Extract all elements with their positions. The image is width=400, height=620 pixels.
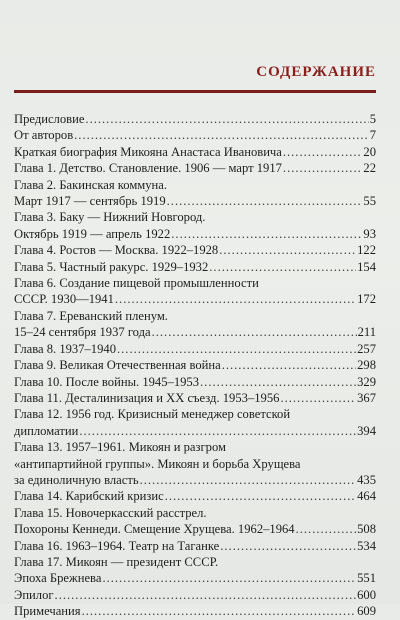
toc-page-number: 534 [357, 538, 376, 553]
toc-page-number: 609 [357, 604, 376, 619]
heading-rule [14, 90, 376, 93]
toc-entry-text: Глава 5. Частный ракурс. 1929–1932 [14, 259, 209, 274]
toc-entry-text: Глава 6. Создание пищевой промышленности [14, 276, 259, 291]
dot-leader [79, 423, 356, 439]
dot-leader [115, 291, 356, 307]
dot-leader [296, 521, 357, 537]
toc-page-number: 464 [357, 489, 376, 504]
toc-entry [14, 275, 376, 308]
toc-entry-text: Глава 11. Десталинизация и ХХ съезд. 1953–1956 [14, 390, 280, 405]
toc-entry [14, 505, 376, 538]
toc-entry-line [14, 538, 376, 554]
toc-list [14, 111, 376, 620]
toc-entry-line [14, 521, 376, 537]
toc-entry-text: Похороны Кеннеди. Смещение Хрущева. 1962–1964 [14, 522, 295, 537]
toc-entry-text: Глава 15. Новочеркасский расстрел. [14, 505, 207, 520]
toc-entry [14, 357, 376, 373]
toc-page-number: 154 [357, 259, 376, 274]
dot-leader [209, 259, 356, 275]
toc-entry-text: Глава 1. Детство. Становление. 1906 — март 1917 [14, 161, 282, 176]
toc-entry-text: за единоличную власть [14, 472, 139, 487]
toc-page-number: 211 [357, 325, 376, 340]
toc-page-number: 172 [357, 292, 376, 307]
toc-entry-text: «антипартийной группы». Микоян и борьба Хрущева [14, 456, 301, 471]
toc-heading: СОДЕРЖАНИЕ [256, 64, 376, 80]
toc-entry [14, 603, 376, 619]
toc-entry-line [14, 341, 376, 357]
toc-entry-text: Глава 4. Ростов — Москва. 1922–1928 [14, 243, 219, 258]
toc-entry-line [14, 193, 376, 209]
toc-entry-text: Глава 17. Микоян — президент СССР. [14, 554, 219, 569]
toc-page-number: 435 [357, 472, 376, 487]
toc-entry-line [14, 127, 376, 143]
dot-leader [85, 111, 368, 127]
dot-leader [219, 242, 356, 258]
toc-entry-line [14, 226, 376, 242]
dot-leader [74, 127, 369, 143]
dot-leader [152, 324, 357, 340]
toc-entry-line [14, 111, 376, 127]
toc-entry-text: Глава 16. 1963–1964. Театр на Таганке [14, 538, 220, 553]
toc-page-number: 55 [363, 194, 376, 209]
toc-entry-text: СССР. 1930—1941 [14, 292, 114, 307]
dot-leader [222, 357, 356, 373]
dot-leader [283, 160, 362, 176]
toc-entry [14, 374, 376, 390]
toc-entry [14, 111, 376, 127]
toc-entry [14, 259, 376, 275]
toc-entry-line [14, 423, 376, 439]
toc-entry-line [14, 144, 376, 160]
toc-entry-line [14, 587, 376, 603]
dot-leader [167, 193, 363, 209]
toc-page-number: 394 [357, 423, 376, 438]
toc-entry-text: Глава 12. 1956 год. Кризисный менеджер советской [14, 407, 291, 422]
dot-leader [165, 488, 356, 504]
toc-entry [14, 308, 376, 341]
toc-entry-line [14, 259, 376, 275]
toc-entry-text: Глава 10. После войны. 1945–1953 [14, 374, 200, 389]
toc-entry [14, 160, 376, 176]
toc-entry [14, 209, 376, 242]
toc-entry-text: Глава 9. Великая Отечественная война [14, 358, 221, 373]
toc-entry [14, 177, 376, 210]
toc-entry-text: Октябрь 1919 — апрель 1922 [14, 226, 171, 241]
toc-page-number: 600 [357, 587, 376, 602]
dot-leader [280, 390, 356, 406]
toc-entry-text: Глава 3. Баку — Нижний Новгород. [14, 210, 206, 225]
dot-leader [171, 226, 362, 242]
dot-leader [220, 538, 356, 554]
toc-page-number: 22 [363, 161, 376, 176]
toc-page-number: 367 [357, 390, 376, 405]
toc-entry-text: Глава 13. 1957–1961. Микоян и разгром [14, 440, 226, 455]
toc-entry-text: 15–24 сентября 1937 года [14, 325, 151, 340]
toc-entry-line [14, 472, 376, 488]
toc-page-number: 93 [363, 226, 376, 241]
toc-entry-line [14, 291, 376, 307]
toc-entry-text: От авторов [14, 128, 74, 143]
toc-page-number: 7 [369, 128, 376, 143]
toc-entry-text: Глава 7. Ереванский пленум. [14, 308, 168, 323]
toc-entry-line [14, 390, 376, 406]
toc-entry-line [14, 242, 376, 258]
toc-entry [14, 587, 376, 603]
toc-page-number: 122 [357, 243, 376, 258]
toc-entry-line [14, 160, 376, 176]
toc-entry [14, 127, 376, 143]
toc-page-number: 551 [357, 571, 376, 586]
toc-entry [14, 341, 376, 357]
toc-entry [14, 439, 376, 488]
toc-entry [14, 554, 376, 587]
dot-leader [200, 374, 356, 390]
toc-entry-text: Март 1917 — сентябрь 1919 [14, 194, 166, 209]
toc-page-number: 508 [357, 522, 376, 537]
toc-entry [14, 406, 376, 439]
toc-page-number: 329 [357, 374, 376, 389]
toc-entry-line [14, 488, 376, 504]
toc-entry [14, 488, 376, 504]
toc-entry-line [14, 570, 376, 586]
toc-entry [14, 144, 376, 160]
dot-leader [283, 144, 363, 160]
toc-entry [14, 538, 376, 554]
toc-entry-line [14, 324, 376, 340]
dot-leader [102, 570, 356, 586]
toc-entry-text: дипломатии [14, 423, 79, 438]
toc-page-number: 298 [357, 358, 376, 373]
toc-entry-text: Глава 8. 1937–1940 [14, 341, 116, 356]
toc-entry [14, 390, 376, 406]
toc-entry-text: Глава 2. Бакинская коммуна. [14, 177, 168, 192]
toc-entry-line [14, 357, 376, 373]
toc-page-number: 20 [363, 144, 376, 159]
toc-page-number: 5 [369, 112, 376, 126]
dot-leader [140, 472, 357, 488]
dot-leader [55, 587, 357, 603]
toc-entry-text: Эпоха Брежнева [14, 571, 102, 586]
toc-entry-line [14, 603, 376, 619]
toc-entry-text: Краткая биография Микояна Анастаса Ивановича [14, 144, 282, 159]
toc-entry-line [14, 374, 376, 390]
dot-leader [82, 603, 357, 619]
dot-leader [117, 341, 356, 357]
toc-entry-text: Примечания [14, 604, 81, 619]
toc-page-number: 257 [357, 341, 376, 356]
toc-entry-text: Эпилог [14, 587, 54, 602]
toc-entry-text: Предисловие [14, 112, 85, 126]
toc-entry-text: Глава 14. Карибский кризис [14, 489, 164, 504]
toc-entry [14, 242, 376, 258]
